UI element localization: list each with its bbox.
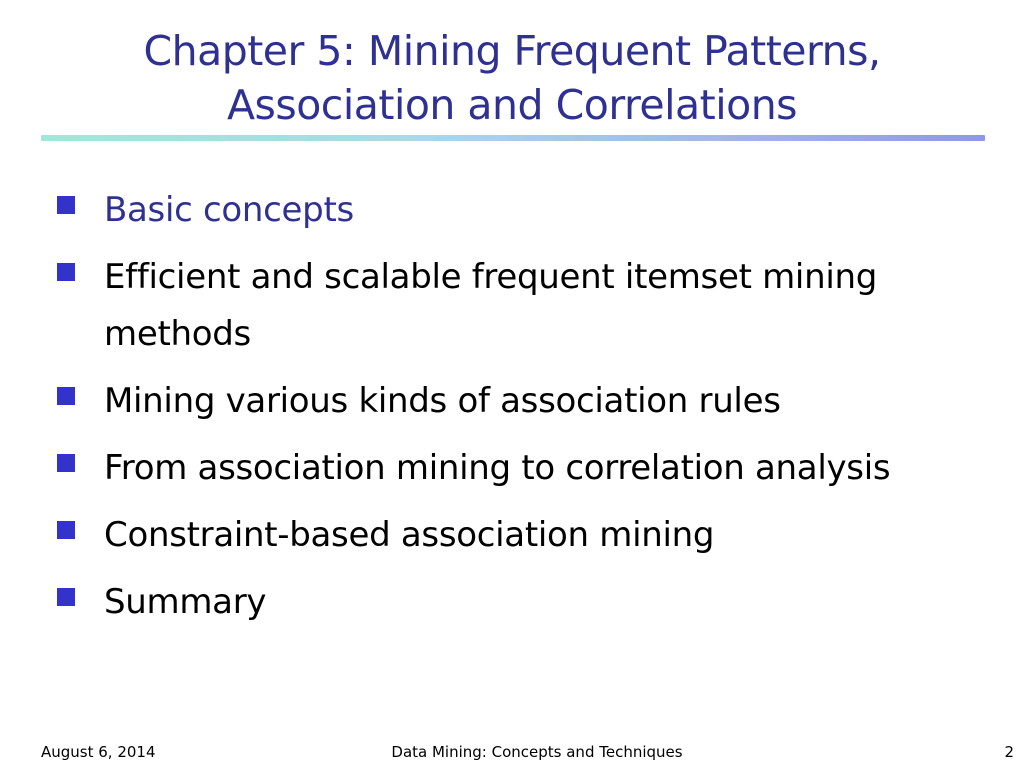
outline-item-text: Basic concepts (104, 190, 354, 230)
outline-list (56, 182, 976, 641)
outline-item-text: Efficient and scalable frequent itemset mining methods (104, 257, 877, 354)
outline-item-text: Summary (104, 582, 267, 622)
outline-item-constraint-based (56, 507, 976, 564)
outline-item-text: From association mining to correlation analysis (104, 448, 891, 488)
square-bullet-icon (57, 521, 75, 539)
outline-item-association-rules (56, 373, 976, 430)
footer-title: Data Mining: Concepts and Techniques (391, 743, 683, 761)
outline-item-correlation-analysis (56, 440, 976, 497)
square-bullet-icon (57, 387, 75, 405)
slide-title (40, 24, 984, 132)
outline-item-basic-concepts (56, 182, 976, 239)
title-divider (41, 135, 985, 141)
square-bullet-icon (57, 196, 75, 214)
outline-item-summary (56, 574, 976, 631)
footer-date: August 6, 2014 (41, 743, 156, 761)
page-number: 2 (1004, 743, 1014, 761)
slide-title-line-1: Chapter 5: Mining Frequent Patterns, (143, 27, 881, 75)
outline-item-text: Mining various kinds of association rules (104, 381, 781, 421)
slide-title-line-2: Association and Correlations (226, 81, 798, 129)
outline-item-text: Constraint-based association mining (104, 515, 715, 555)
square-bullet-icon (57, 263, 75, 281)
square-bullet-icon (57, 588, 75, 606)
outline-item-efficient-methods (56, 249, 976, 363)
square-bullet-icon (57, 454, 75, 472)
